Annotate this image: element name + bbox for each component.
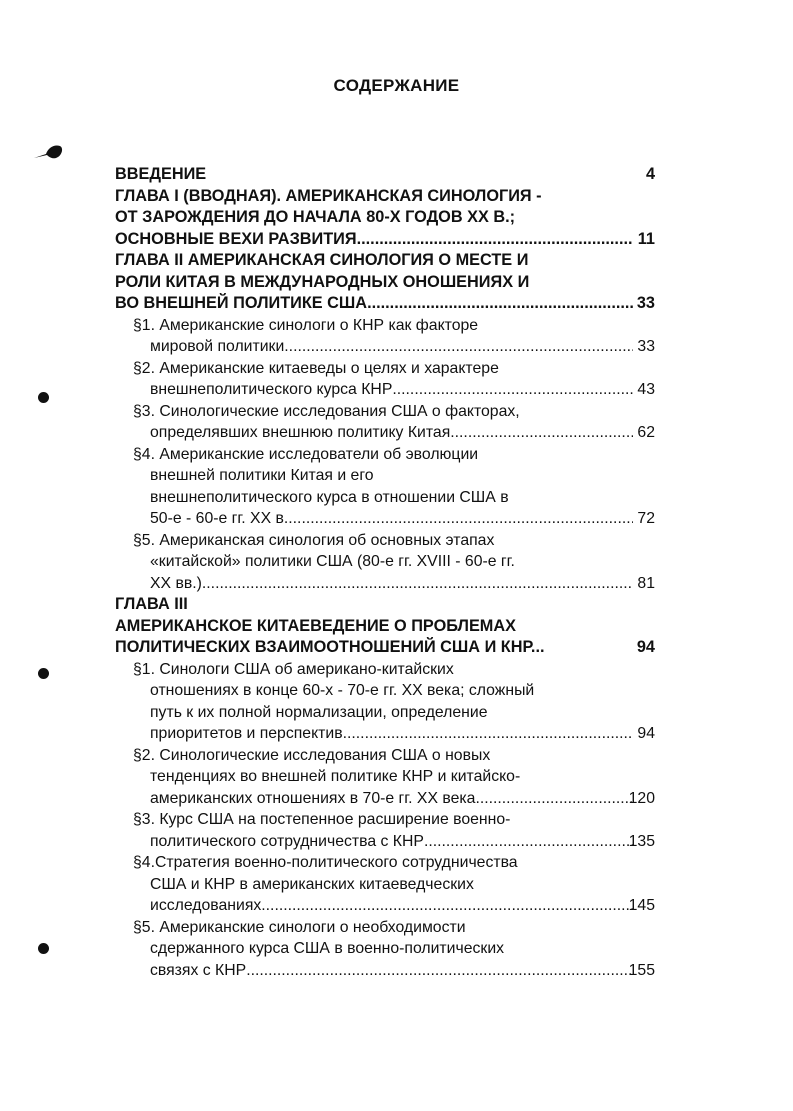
toc-line-text: §5. Американские синологи о необходимости	[133, 918, 466, 936]
toc-line	[115, 852, 655, 874]
toc-line-text: ОТ ЗАРОЖДЕНИЯ ДО НАЧАЛА 80-Х ГОДОВ XX В.;	[115, 208, 516, 226]
toc-line	[115, 960, 655, 982]
page-number: 43	[637, 381, 655, 398]
toc-line	[115, 487, 655, 509]
margin-mark-icon	[32, 140, 66, 166]
toc-line-text: внешней политики Китая и его	[150, 467, 374, 484]
page-title: СОДЕРЖАНИЕ	[333, 76, 460, 95]
dot-leader	[288, 508, 633, 530]
toc-line-text: РОЛИ КИТАЯ В МЕЖДУНАРОДНЫХ ОНОШЕНИЯХ И	[115, 272, 530, 291]
toc-line-text: ГЛАВА III	[115, 595, 188, 613]
toc-line	[115, 465, 655, 487]
toc-line	[115, 315, 655, 337]
toc-line	[115, 938, 655, 960]
dot-leader	[343, 723, 633, 745]
toc-line-text: политического сотрудничества с КНР	[150, 832, 424, 850]
toc-section-entry	[115, 917, 655, 982]
toc-line-text: американских отношениях в 70-е гг. XX века	[150, 789, 476, 807]
toc-line-text: §1. Американские синологи о КНР как факторе	[133, 316, 479, 334]
toc-line	[115, 917, 655, 939]
toc-line	[115, 164, 655, 186]
punch-hole-icon	[38, 943, 49, 954]
page-number: 33	[637, 338, 655, 355]
toc-line	[115, 874, 655, 896]
toc-line-text: ОСНОВНЫЕ ВЕХИ РАЗВИТИЯ	[115, 229, 357, 248]
toc-line	[115, 336, 655, 358]
toc-line	[115, 272, 655, 294]
toc-line	[115, 895, 655, 917]
toc-section-entry	[115, 401, 655, 444]
toc-section-entry	[115, 745, 655, 810]
page-number: 4	[645, 165, 655, 183]
toc-line	[115, 573, 655, 595]
toc-line-text: АМЕРИКАНСКОЕ КИТАЕВЕДЕНИЕ О ПРОБЛЕМАХ	[115, 616, 516, 635]
toc-line	[115, 616, 655, 638]
toc-line-text: ВО ВНЕШНЕЙ ПОЛИТИКЕ США	[115, 294, 368, 312]
toc-line-text: исследованиях	[150, 897, 262, 914]
toc-line	[115, 551, 655, 573]
toc-line	[115, 766, 655, 788]
toc-line	[115, 186, 655, 208]
toc-line-text: §2. Синологические исследования США о новых	[133, 746, 491, 764]
toc-line-text: тенденциях во внешней политике КНР и китайско-	[150, 768, 521, 785]
dot-leader	[357, 229, 633, 251]
dot-leader	[450, 422, 633, 444]
toc-line-text: «китайской» политики США (80-е гг. XVIII - 60-е гг.	[150, 553, 515, 570]
toc-line-text: ПОЛИТИЧЕСКИХ ВЗАИМООТНОШЕНИЙ США И КНР...	[115, 638, 545, 656]
toc-line	[115, 422, 655, 444]
toc-line	[115, 444, 655, 466]
toc-line	[115, 723, 655, 745]
toc-line-text: внешнеполитического курса в отношении США в	[150, 488, 509, 506]
dot-leader	[261, 895, 633, 917]
toc-line-text: 50-е - 60-е гг. XX в.	[150, 510, 289, 527]
toc-line	[115, 379, 655, 401]
toc-section-entry	[115, 852, 655, 917]
toc-line-text: §4.Стратегия военно-политического сотрудничества	[133, 854, 518, 871]
toc-line-text: внешнеполитического курса КНР	[150, 381, 393, 398]
toc-line	[115, 745, 655, 767]
toc-line-text: §2. Американские китаеведы о целях и характере	[133, 359, 499, 377]
toc-line	[115, 788, 655, 810]
punch-hole-icon	[38, 668, 49, 679]
page-number: 120	[628, 789, 655, 807]
toc-line-text: ГЛАВА I (ВВОДНАЯ). АМЕРИКАНСКАЯ СИНОЛОГИЯ -	[115, 186, 542, 205]
toc-chapter-entry	[115, 250, 655, 315]
page-number: 33	[636, 294, 655, 312]
toc-line	[115, 659, 655, 681]
toc-line-text: §4. Американские исследователи об эволюции	[133, 445, 479, 463]
page-number: 155	[628, 961, 655, 979]
toc-chapter-entry	[115, 616, 655, 659]
toc-line	[115, 680, 655, 702]
toc-line-text: отношениях в конце 60-х - 70-е гг. XX века; сложный	[150, 682, 535, 699]
toc-line-text: сдержанного курса США в военно-политических	[150, 940, 505, 957]
toc-section-entry	[115, 659, 655, 745]
toc-section-entry	[115, 315, 655, 358]
toc-chapter-entry	[115, 164, 655, 186]
toc-section-entry	[115, 444, 655, 530]
toc-line-text: США и КНР в американских китаеведческих	[150, 875, 474, 893]
dot-leader	[202, 573, 633, 595]
toc-line-text: определявших внешнюю политику Китая	[150, 424, 451, 441]
toc-line-text: связях с КНР	[150, 961, 247, 979]
page-number: 62	[637, 424, 655, 441]
toc-line-text: §3. Курс США на постепенное расширение военно-	[133, 811, 511, 828]
dot-leader	[392, 379, 633, 401]
toc-line-text: §1. Синологи США об американо-китайских	[133, 660, 454, 678]
page-number: 145	[628, 897, 655, 914]
toc-line	[115, 702, 655, 724]
toc-line-text: мировой политики	[150, 338, 285, 355]
toc-line	[115, 508, 655, 530]
punch-hole-icon	[38, 392, 49, 403]
toc-line	[115, 207, 655, 229]
toc-line	[115, 401, 655, 423]
toc-section-entry	[115, 530, 655, 595]
toc-line	[115, 293, 655, 315]
dot-leader	[246, 960, 633, 982]
table-of-contents	[115, 164, 655, 981]
toc-line-text: ГЛАВА II АМЕРИКАНСКАЯ СИНОЛОГИЯ О МЕСТЕ И	[115, 251, 529, 269]
toc-line-text: приоритетов и перспектив	[150, 725, 343, 742]
toc-section-entry	[115, 809, 655, 852]
page-number: 81	[637, 574, 655, 592]
page-number: 11	[637, 229, 655, 248]
toc-line	[115, 831, 655, 853]
toc-line-text: путь к их полной нормализации, определение	[150, 703, 488, 721]
toc-line	[115, 358, 655, 380]
toc-line-text: §5. Американская синология об основных этапах	[133, 531, 495, 549]
page-number: 135	[628, 832, 655, 850]
toc-line	[115, 809, 655, 831]
toc-line	[115, 530, 655, 552]
page-number: 94	[637, 725, 655, 742]
toc-chapter-entry	[115, 186, 655, 251]
toc-line	[115, 637, 655, 659]
toc-chapter-entry	[115, 594, 655, 616]
page-number: 94	[636, 638, 655, 656]
toc-line	[115, 594, 655, 616]
toc-line-text: XX вв.)	[150, 574, 202, 592]
dot-leader	[424, 831, 633, 853]
toc-line	[115, 250, 655, 272]
page-number: 72	[637, 510, 655, 527]
dot-leader	[367, 293, 633, 315]
toc-section-entry	[115, 358, 655, 401]
toc-line-text: §3. Синологические исследования США о факторах,	[133, 402, 520, 420]
dot-leader	[284, 336, 633, 358]
toc-line-text: ВВЕДЕНИЕ	[115, 165, 207, 183]
dot-leader	[475, 788, 633, 810]
toc-line	[115, 229, 655, 251]
